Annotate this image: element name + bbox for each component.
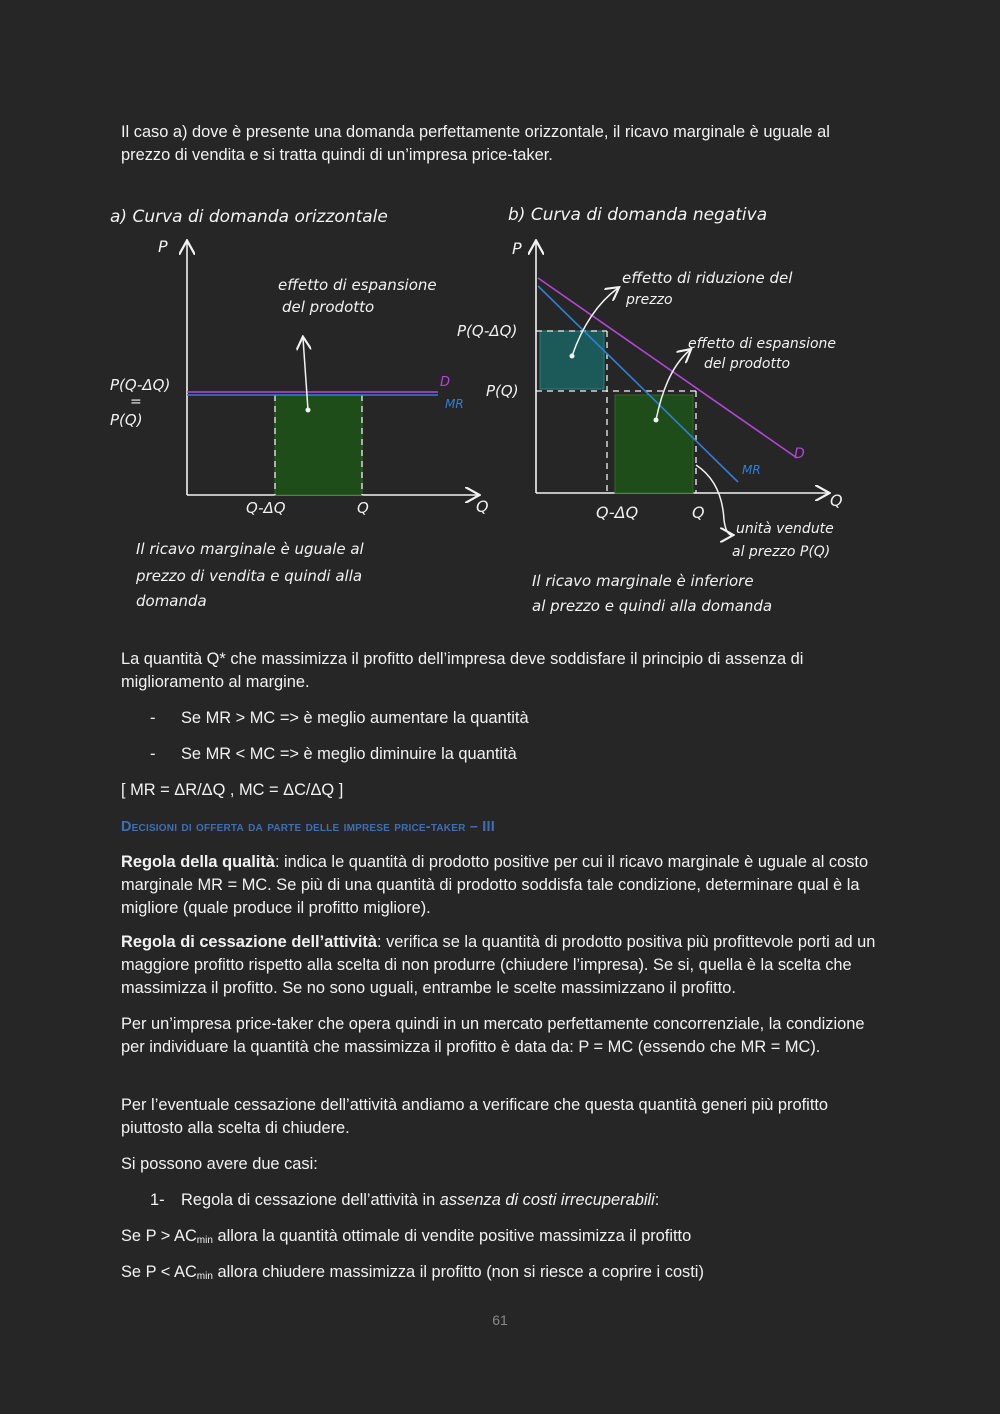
panel-a-price-label-2: P(Q) bbox=[110, 411, 143, 429]
demand-curves-figure bbox=[100, 190, 880, 630]
case-greater-paragraph bbox=[121, 1225, 881, 1252]
panel-b-price-label-1: P(Q-ΔQ) bbox=[457, 322, 518, 340]
panel-b-annotation-exp-1: effetto di espansione bbox=[688, 336, 837, 352]
intro-paragraph: Il caso a) dove è presente una domanda perfettamente orizzontale, il ricavo marginale è uguale al prezzo di vendita e si tratta quindi di un’impresa price-taker. bbox=[121, 123, 830, 164]
panel-a-note-2: prezzo di vendita e quindi alla bbox=[136, 567, 363, 585]
panel-a-note-3: domanda bbox=[136, 592, 207, 610]
panel-a-price-label-eq: = bbox=[130, 394, 142, 410]
panel-b-price-label-2: P(Q) bbox=[486, 382, 519, 400]
panel-a-p-axis-label: P bbox=[158, 237, 168, 256]
panel-b-qdq-label: Q-ΔQ bbox=[596, 503, 639, 522]
panel-a-note-1: Il ricavo marginale è uguale al bbox=[136, 540, 364, 558]
rule-cessation-term: Regola di cessazione dell’attività bbox=[121, 933, 377, 951]
section-heading: Decisioni di offerta da parte delle imprese price-taker – III bbox=[121, 819, 495, 835]
optimal-quantity-paragraph: La quantità Q* che massimizza il profitto dell’impresa deve soddisfare il principio di assenza di miglioramento al margine. bbox=[121, 650, 804, 691]
panel-b-title: b) Curva di domanda negativa bbox=[508, 205, 768, 225]
case-greater-pre: Se P > AC bbox=[121, 1227, 197, 1245]
formula-line: [ MR = ΔR/ΔQ , MC = ΔC/ΔQ ] bbox=[121, 781, 344, 799]
bullet-marker: - bbox=[150, 709, 156, 727]
panel-b-expansion-area bbox=[615, 395, 693, 493]
panel-b-annotation-price-1: effetto di riduzione del bbox=[622, 269, 793, 287]
numbered-text-tail: : bbox=[654, 1191, 660, 1209]
panel-a-annotation-2: del prodotto bbox=[282, 298, 375, 316]
panel-a-price-label-1: P(Q-ΔQ) bbox=[110, 376, 171, 394]
panel-b-annotation-units-1: unità vendute bbox=[736, 521, 834, 537]
panel-b-annotation-units-arrow bbox=[696, 465, 732, 535]
panel-b-annotation-exp-2: del prodotto bbox=[704, 356, 791, 372]
panel-a-title: a) Curva di domanda orizzontale bbox=[110, 207, 388, 227]
case-less-post: allora chiudere massimizza il profitto (non si riesce a coprire i costi) bbox=[212, 1263, 704, 1281]
rule-quality-term: Regola della qualità bbox=[121, 853, 275, 871]
panel-b-p-axis-label: P bbox=[512, 239, 522, 258]
panel-a-q-label: Q bbox=[357, 499, 369, 517]
page-number: 61 bbox=[492, 1312, 508, 1328]
panel-b-annotation-price-dot bbox=[570, 354, 575, 359]
panel-b-note-1: Il ricavo marginale è inferiore bbox=[532, 572, 754, 590]
panel-a-expansion-area bbox=[275, 395, 362, 495]
panel-b-mr-label: MR bbox=[742, 463, 761, 477]
bullet-marker: - bbox=[150, 745, 156, 763]
two-cases-paragraph: Si possono avere due casi: bbox=[121, 1155, 318, 1173]
panel-a-mr-label: MR bbox=[445, 397, 464, 411]
panel-b-q-axis-label: Q bbox=[830, 491, 843, 510]
case-less-sub: min bbox=[196, 1271, 213, 1282]
panel-b-note-2: al prezzo e quindi alla domanda bbox=[532, 597, 773, 615]
panel-b-d-label: D bbox=[794, 446, 805, 462]
panel-a-annotation-dot bbox=[306, 408, 311, 413]
panel-b-price-reduction-area bbox=[540, 331, 604, 389]
numbered-text-main: Regola di cessazione dell’attività in bbox=[181, 1191, 440, 1209]
case-less-pre: Se P < AC bbox=[121, 1263, 197, 1281]
panel-b-annotation-price-2: prezzo bbox=[626, 292, 673, 308]
rule-cessation-text: : verifica se la quantità di prodotto positiva più profittevole porti ad un maggiore profitto rispetto alla scelta di non produrre (chiudere l’impresa). Se si, quella è la scelta che massimizza il profitto. Se no sono uguali, entrambe le scelte massimizzano il profitto. bbox=[121, 933, 876, 997]
panel-a-q-axis-label: Q bbox=[476, 497, 489, 516]
panel-b-annotation-exp-dot bbox=[654, 418, 659, 423]
rule-cessation-paragraph bbox=[121, 931, 881, 1000]
rule-quality-text: : indica le quantità di prodotto positive per cui il ricavo marginale è uguale al costo marginale MR = MC. Se più di una quantità di prodotto soddisfa tale condizione, determinare qual è la migliore (quale produce il profitto migliore). bbox=[121, 853, 869, 917]
case-less-paragraph bbox=[121, 1261, 881, 1288]
panel-b-annotation-units-2: al prezzo P(Q) bbox=[732, 544, 831, 560]
case-greater-sub: min bbox=[196, 1235, 213, 1246]
numbered-marker: 1- bbox=[150, 1191, 165, 1209]
panel-a-annotation-1: effetto di espansione bbox=[278, 276, 437, 294]
panel-a bbox=[110, 207, 489, 610]
price-taker-paragraph: Per un’impresa price-taker che opera quindi in un mercato perfettamente concorrenziale, la condizione per individuare la quantità che massimizza il profitto è data da: P = MC (essendo che MR = MC). bbox=[121, 1015, 865, 1056]
bullet-text: Se MR > MC => è meglio aumentare la quantità bbox=[181, 709, 529, 727]
numbered-text-italic: assenza di costi irrecuperabili bbox=[439, 1191, 655, 1209]
panel-b bbox=[457, 205, 843, 615]
cessation-check-paragraph: Per l’eventuale cessazione dell’attività andiamo a verificare che questa quantità generi più profitto piuttosto alla scelta di chiudere. bbox=[121, 1096, 829, 1137]
panel-a-qdq-label: Q-ΔQ bbox=[246, 499, 286, 517]
panel-a-d-label: D bbox=[440, 375, 451, 390]
bullet-text: Se MR < MC => è meglio diminuire la quantità bbox=[181, 745, 517, 763]
case-greater-post: allora la quantità ottimale di vendite positive massimizza il profitto bbox=[212, 1227, 692, 1245]
numbered-text bbox=[181, 1189, 659, 1212]
panel-b-q-label: Q bbox=[692, 503, 705, 522]
rule-quality-paragraph bbox=[121, 851, 881, 920]
